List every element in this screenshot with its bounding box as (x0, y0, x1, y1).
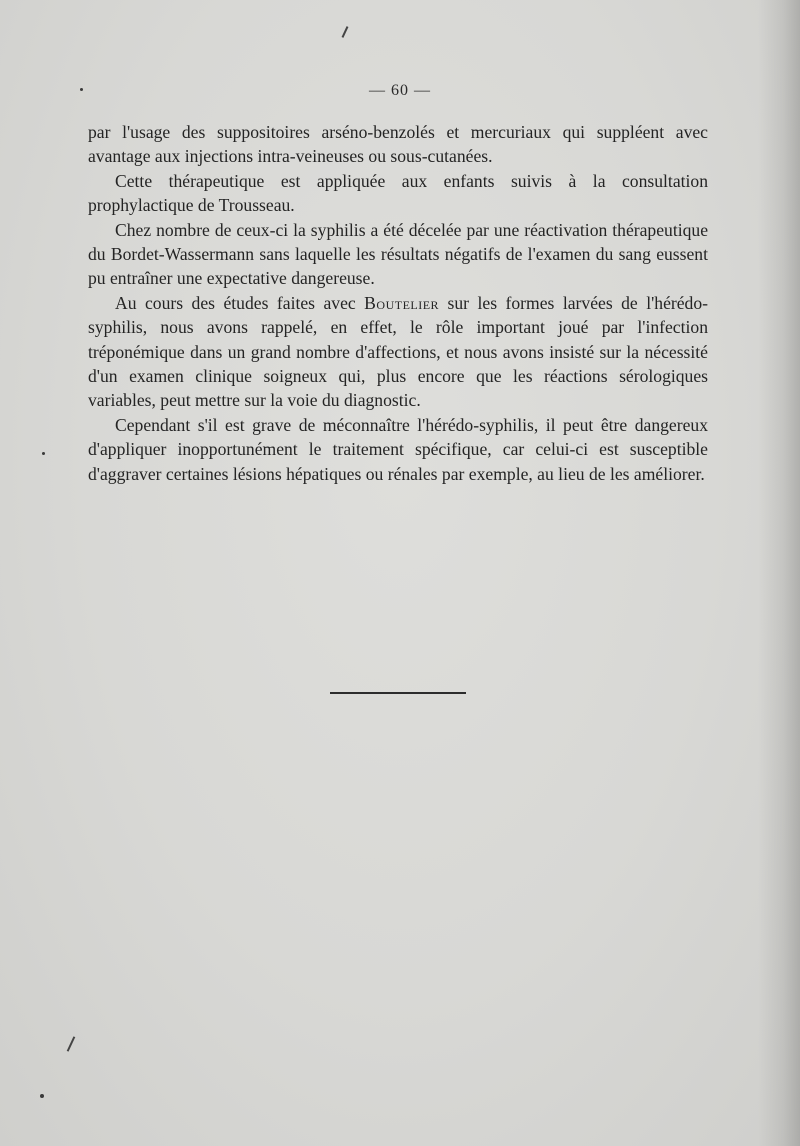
paragraph-1: par l'usage des suppositoires arséno-benzolés et mercuriaux qui suppléent avec avantage aux injections intra-veineuses ou sous-cutanées. (88, 122, 708, 167)
page-number: — 60 — (369, 82, 431, 99)
author-name: Boutelier (364, 292, 440, 313)
page-edge-shadow (758, 0, 800, 1146)
scan-speck (40, 1094, 44, 1098)
scan-speck (42, 452, 45, 455)
scan-speck (80, 88, 83, 91)
paragraph-4 (88, 291, 708, 413)
body-text (88, 120, 708, 486)
scan-mark (342, 26, 349, 38)
section-end-rule (330, 692, 466, 694)
scan-mark (67, 1036, 76, 1051)
paragraph-4-start: Au cours des études faites avec (115, 292, 365, 313)
paragraph-2: Cette thérapeutique est appliquée aux enfants suivis à la consultation prophylactique de Trousseau. (88, 170, 708, 216)
paragraph-5: Cependant s'il est grave de méconnaître l'hérédo-syphilis, il peut être dangereux d'appliquer inopportunément le traitement spécifique, car celui-ci est susceptible d'aggraver certaines lésions hépatiques ou rénales par exemple, au lieu de les améliorer. (88, 414, 708, 484)
paragraph-4-end: sur les formes larvées de l'hérédo-syphilis, nous avons rappelé, en effet, le rôle important joué par l'infection tréponémique dans un grand nombre d'affections, et nous avons insisté sur la nécessité d'un examen clinique soigneux qui, plus encore que les réactions sérologiques variables, peut mettre sur la voie du diagnostic. (88, 292, 708, 411)
paragraph-3: Chez nombre de ceux-ci la syphilis a été décelée par une réactivation thérapeutique du Bordet-Wassermann sans laquelle les résultats négatifs de l'examen du sang eussent pu entraîner une expectative dangereuse. (88, 219, 708, 289)
